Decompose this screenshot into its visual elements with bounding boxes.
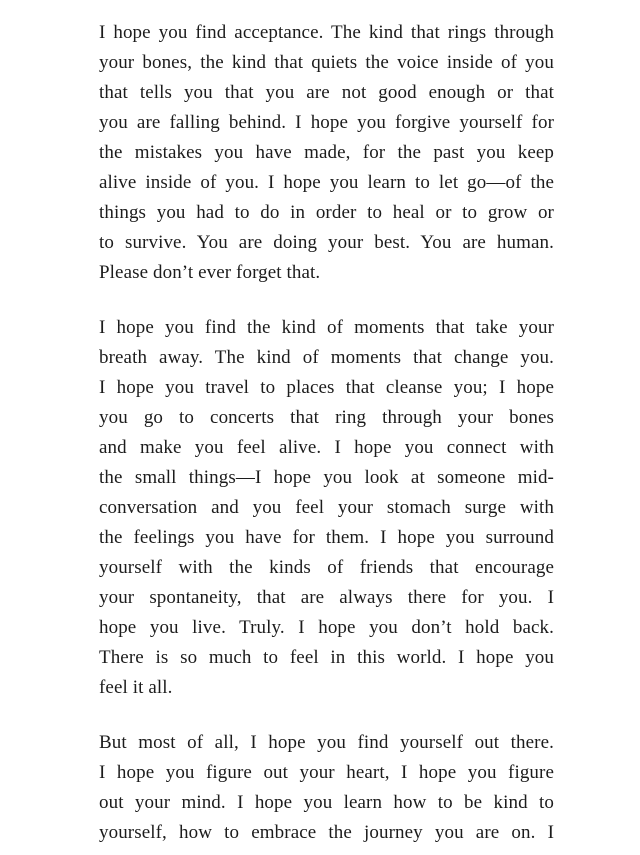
text-line: conversation and you feel your stomach surge with: [99, 497, 554, 518]
paragraph-find-yourself: [99, 728, 554, 848]
text-line: the mistakes you have made, for the past you keep: [99, 142, 554, 163]
paragraph-moments: [99, 313, 554, 703]
text-line: things you had to do in order to heal or to grow or: [99, 202, 554, 223]
text-line: I hope you find acceptance. The kind that rings through: [99, 22, 554, 43]
text-line: the feelings you have for them. I hope you surround: [99, 527, 554, 548]
text-line: you are falling behind. I hope you forgive yourself for: [99, 112, 554, 133]
text-line: out your mind. I hope you learn how to be kind to: [99, 792, 554, 813]
text-line: you go to concerts that ring through your bones: [99, 407, 554, 428]
paragraph-acceptance: [99, 18, 554, 288]
text-line: feel it all.: [99, 677, 173, 698]
text-line: But most of all, I hope you find yourself out there.: [99, 732, 554, 753]
text-line: alive inside of you. I hope you learn to let go—of the: [99, 172, 554, 193]
text-line: and make you feel alive. I hope you connect with: [99, 437, 554, 458]
text-line: yourself, how to embrace the journey you are on. I: [99, 822, 554, 843]
text-line: I hope you find the kind of moments that take your: [99, 317, 554, 338]
text-line: your spontaneity, that are always there for you. I: [99, 587, 554, 608]
text-line: the small things—I hope you look at someone mid-: [99, 467, 554, 488]
text-line: hope you live. Truly. I hope you don’t hold back.: [99, 617, 554, 638]
text-line: There is so much to feel in this world. I hope you: [99, 647, 554, 668]
text-line: yourself with the kinds of friends that encourage: [99, 557, 554, 578]
text-line: your bones, the kind that quiets the voice inside of you: [99, 52, 554, 73]
text-line: to survive. You are doing your best. You are human.: [99, 232, 554, 253]
text-line: that tells you that you are not good enough or that: [99, 82, 554, 103]
text-line: breath away. The kind of moments that change you.: [99, 347, 554, 368]
text-line: Please don’t ever forget that.: [99, 262, 321, 283]
text-line: I hope you figure out your heart, I hope you figure: [99, 762, 554, 783]
text-line: I hope you travel to places that cleanse you; I hope: [99, 377, 554, 398]
